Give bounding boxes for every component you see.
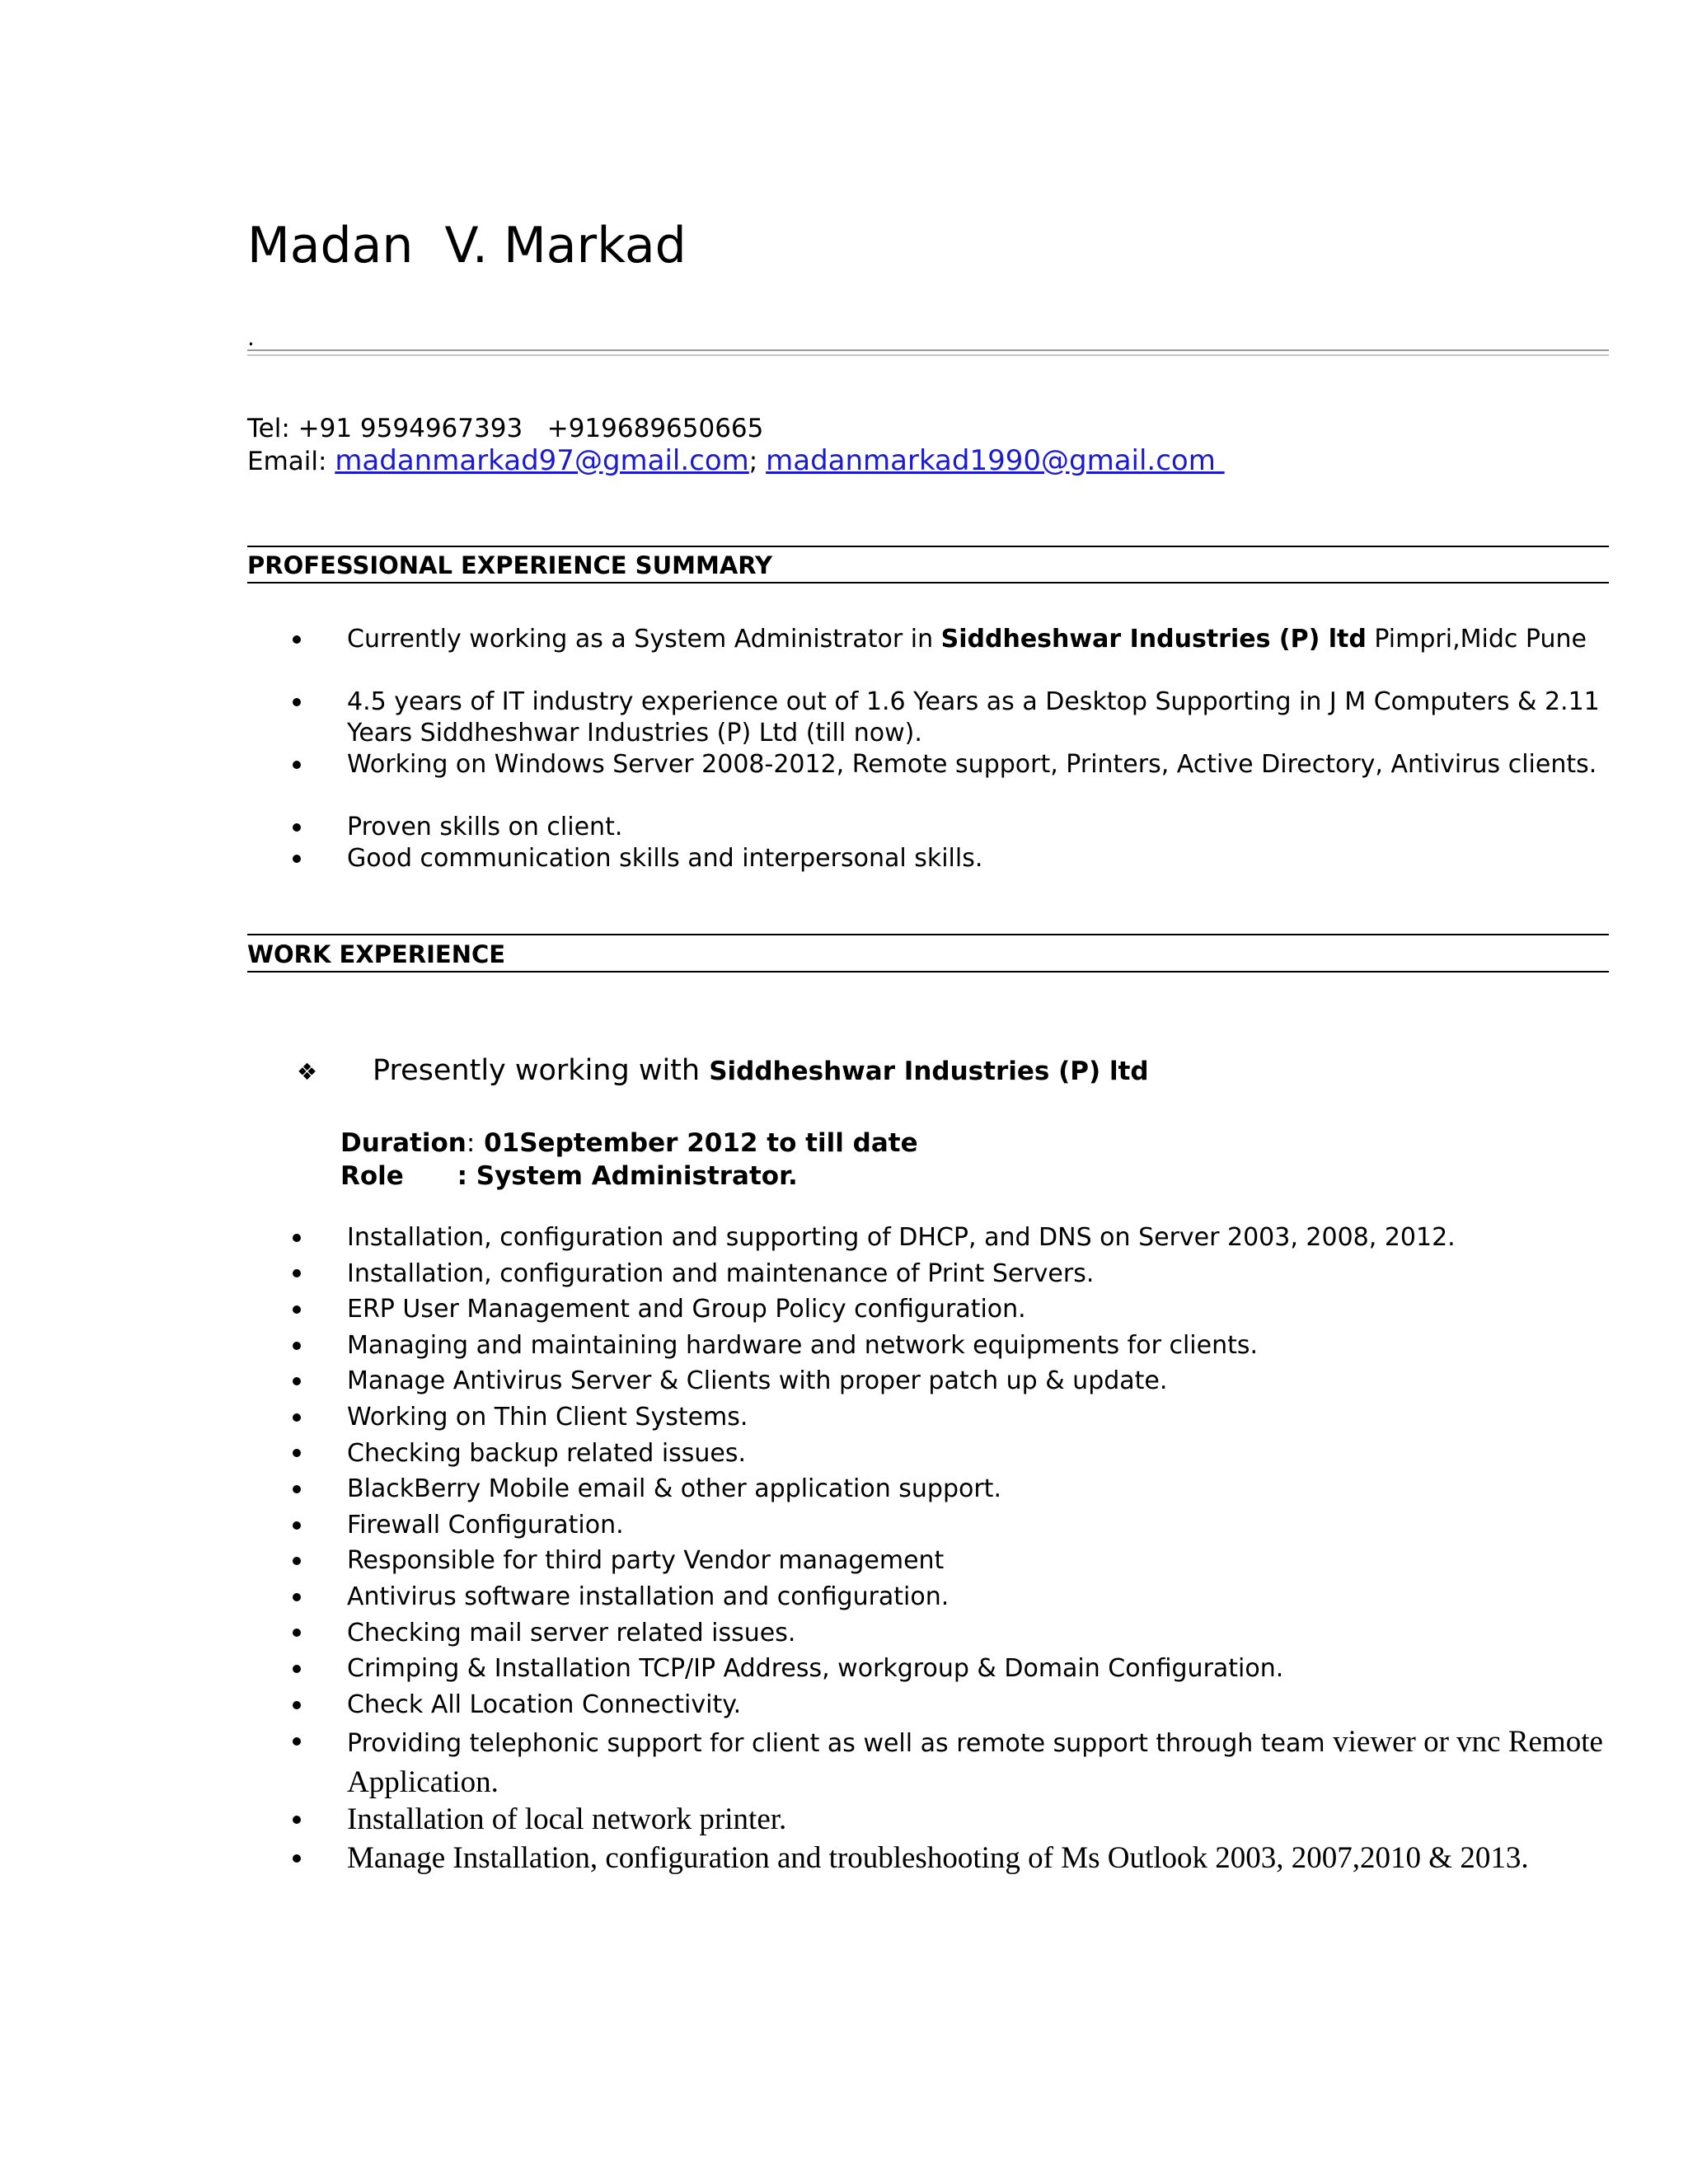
bullet-icon	[293, 1521, 301, 1530]
email-link-2[interactable]: madanmarkad1990@gmail.com	[766, 444, 1225, 477]
role-line: Role : System Administrator.	[340, 1161, 798, 1191]
bullet-icon	[293, 1593, 301, 1601]
duty-item: Installation of local network printer.	[293, 1800, 1628, 1839]
duty-item: Managing and maintaining hardware and network equipments for clients.	[293, 1328, 1628, 1364]
summary-item: Currently working as a System Administrator in Siddheshwar Industries (P) ltd Pimpri,Midc Pune	[293, 624, 1628, 687]
bullet-icon	[293, 1269, 301, 1277]
bullet-icon	[293, 1737, 301, 1746]
summary-item: 4.5 years of IT industry experience out of 1.6 Years as a Desktop Supporting in J M Computers & 2.11 Years Siddheshwar Industries (P) Ltd (till now).	[293, 687, 1628, 749]
tel-label: Tel:	[247, 414, 298, 443]
duty-item: Working on Thin Client Systems.	[293, 1399, 1628, 1436]
bullet-icon	[293, 1629, 301, 1637]
bullet-icon	[293, 1305, 301, 1314]
contact-email	[247, 444, 1225, 477]
duty-item: Checking backup related issues.	[293, 1436, 1628, 1472]
work-rule-bottom	[247, 971, 1609, 972]
duty-item: Firewall Configuration.	[293, 1507, 1628, 1544]
bullet-icon	[293, 1854, 301, 1863]
duty-item: Antivirus software installation and configuration.	[293, 1579, 1628, 1615]
bullet-icon	[293, 1449, 301, 1457]
bullet-icon	[293, 855, 301, 863]
employer-line: ❖ Presently working with Siddheshwar Industries (P) ltd	[297, 1054, 1149, 1087]
bullet-icon	[293, 1665, 301, 1673]
summary-item: Working on Windows Server 2008-2012, Remote support, Printers, Active Directory, Antivirus clients.	[293, 749, 1628, 812]
candidate-name: Madan V. Markad	[247, 217, 687, 274]
duty-item: Checking mail server related issues.	[293, 1615, 1628, 1652]
duty-item: Responsible for third party Vendor management	[293, 1543, 1628, 1579]
work-heading: WORK EXPERIENCE	[247, 940, 506, 968]
bullet-icon	[293, 1342, 301, 1350]
duty-item: Crimping & Installation TCP/IP Address, workgroup & Domain Configuration.	[293, 1651, 1628, 1687]
header-divider-bottom	[247, 354, 1609, 356]
duty-item: Installation, configuration and supporting of DHCP, and DNS on Server 2003, 2008, 2012.	[293, 1220, 1628, 1256]
duty-item: BlackBerry Mobile email & other application support.	[293, 1471, 1628, 1507]
bullet-icon	[293, 1557, 301, 1565]
duration-line: Duration: 01September 2012 to till date	[340, 1128, 918, 1158]
bullet-icon	[293, 1377, 301, 1385]
bullet-icon	[293, 635, 301, 644]
bullet-icon	[293, 1234, 301, 1242]
summary-item: Good communication skills and interpersonal skills.	[293, 843, 1628, 874]
bullet-icon	[293, 1816, 301, 1824]
header-divider-top	[247, 349, 1609, 351]
email-link-1[interactable]: madanmarkad97@gmail.com	[335, 444, 749, 477]
diamond-bullet-icon: ❖	[297, 1058, 318, 1085]
email-label: Email:	[247, 447, 335, 476]
summary-rule-bottom	[247, 582, 1609, 583]
duty-item: Installation, configuration and maintenance of Print Servers.	[293, 1256, 1628, 1292]
employer-name: Siddheshwar Industries (P) ltd	[709, 1057, 1149, 1086]
bullet-icon	[293, 698, 301, 706]
company-name: Siddheshwar Industries (P) ltd	[940, 625, 1367, 654]
bullet-icon	[293, 1701, 301, 1709]
duty-item: Manage Installation, configuration and troubleshooting of Ms Outlook 2003, 2007,2010 & 2013.	[293, 1839, 1628, 1877]
bullet-icon	[293, 761, 301, 769]
duty-item: Providing telephonic support for client as well as remote support through team viewer or vnc Remote Application.	[293, 1722, 1628, 1800]
bullet-icon	[293, 1413, 301, 1422]
summary-rule-top	[247, 546, 1609, 547]
summary-list	[293, 624, 1628, 874]
summary-item: Proven skills on client.	[293, 812, 1628, 843]
work-rule-top	[247, 934, 1609, 935]
bullet-icon	[293, 1485, 301, 1493]
summary-heading: PROFESSIONAL EXPERIENCE SUMMARY	[247, 551, 773, 579]
header-dot: .	[247, 324, 255, 351]
email-separator: ;	[748, 447, 767, 476]
work-duties-list	[293, 1220, 1628, 1877]
duty-item: Check All Location Connectivity.	[293, 1687, 1628, 1723]
contact-tel	[247, 416, 763, 442]
duty-item: Manage Antivirus Server & Clients with proper patch up & update.	[293, 1363, 1628, 1399]
duty-item: ERP User Management and Group Policy configuration.	[293, 1291, 1628, 1328]
bullet-icon	[293, 823, 301, 832]
tel-numbers: +91 9594967393 +919689650665	[298, 414, 764, 443]
